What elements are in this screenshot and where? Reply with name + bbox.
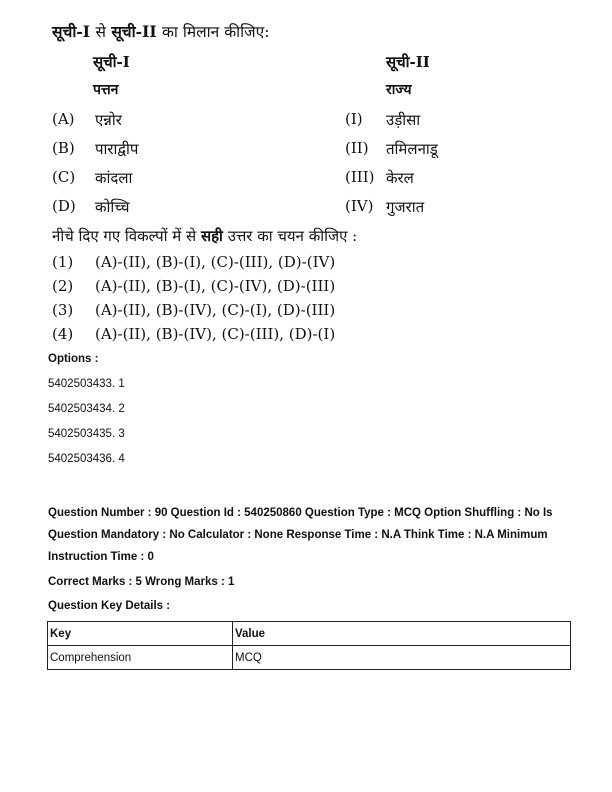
choice-text: (A)-(II), (B)-(IV), (C)-(I), (D)-(III) [95, 301, 336, 319]
row-right-text: गुजरात [386, 198, 425, 216]
table-row [48, 646, 571, 670]
row-left-text: कोच्चि [95, 198, 130, 216]
row-right-text: तमिलनाडू [386, 140, 438, 158]
option-id-4: 5402503436. 4 [48, 453, 125, 465]
match-row-d [52, 197, 472, 221]
table-header-row [48, 622, 571, 646]
heading-list1: सूची-I [52, 22, 91, 41]
heading-instruction: का मिलान कीजिए: [162, 23, 270, 41]
option-id-3: 5402503435. 3 [48, 428, 125, 440]
row-left-text: कांदला [95, 169, 133, 187]
header-key: Key [48, 622, 233, 646]
cell-key: Comprehension [48, 646, 233, 670]
heading-se: से [95, 23, 106, 41]
meta-line-1: Question Number : 90 Question Id : 540250860 Question Type : MCQ Option Shuffling : No Is [48, 507, 553, 519]
list1-subtitle: पत्तन [93, 82, 119, 98]
row-right-label: (I) [345, 110, 363, 128]
choice-number: (4) [52, 325, 74, 343]
meta-line-2: Question Mandatory : No Calculator : None Response Time : N.A Think Time : N.A Minimum [48, 529, 548, 541]
row-right-text: उड़ीसा [386, 111, 421, 129]
row-right-label: (III) [345, 168, 375, 186]
row-left-label: (D) [52, 197, 76, 215]
row-right-label: (IV) [345, 197, 374, 215]
instruction-part2: उत्तर का चयन कीजिए : [227, 227, 358, 245]
list1-title: सूची-I [93, 53, 130, 71]
row-left-label: (B) [52, 139, 75, 157]
row-left-label: (C) [52, 168, 76, 186]
list2-title: सूची-II [386, 53, 430, 71]
answer-instruction [52, 226, 357, 246]
row-left-text: एन्नोर [95, 111, 122, 129]
key-details-label: Question Key Details : [48, 600, 171, 612]
option-id-1: 5402503433. 1 [48, 378, 125, 390]
row-right-text: केरल [386, 169, 414, 187]
key-details-table [47, 621, 571, 670]
options-label: Options : [48, 353, 99, 365]
instruction-part1: नीचे दिए गए विकल्पों में से [52, 227, 197, 245]
choice-text: (A)-(II), (B)-(I), (C)-(IV), (D)-(III) [95, 277, 336, 295]
meta-line-3: Instruction Time : 0 [48, 551, 154, 563]
marks-line: Correct Marks : 5 Wrong Marks : 1 [48, 576, 235, 588]
option-id-2: 5402503434. 2 [48, 403, 125, 415]
header-value: Value [233, 622, 571, 646]
row-left-label: (A) [52, 110, 75, 128]
list2-subtitle: राज्य [386, 82, 412, 98]
heading-list2: सूची-II [111, 22, 157, 41]
question-heading [52, 20, 269, 42]
choice-number: (1) [52, 253, 74, 271]
choice-number: (2) [52, 277, 74, 295]
match-row-a [52, 110, 472, 134]
choice-number: (3) [52, 301, 74, 319]
match-row-b [52, 139, 472, 163]
instruction-emphasis: सही [200, 227, 223, 245]
row-left-text: पाराद्वीप [95, 140, 139, 158]
row-right-label: (II) [345, 139, 369, 157]
match-row-c [52, 168, 472, 192]
cell-value: MCQ [233, 646, 571, 670]
choice-text: (A)-(II), (B)-(IV), (C)-(III), (D)-(I) [95, 325, 336, 343]
choice-text: (A)-(II), (B)-(I), (C)-(III), (D)-(IV) [95, 253, 336, 271]
